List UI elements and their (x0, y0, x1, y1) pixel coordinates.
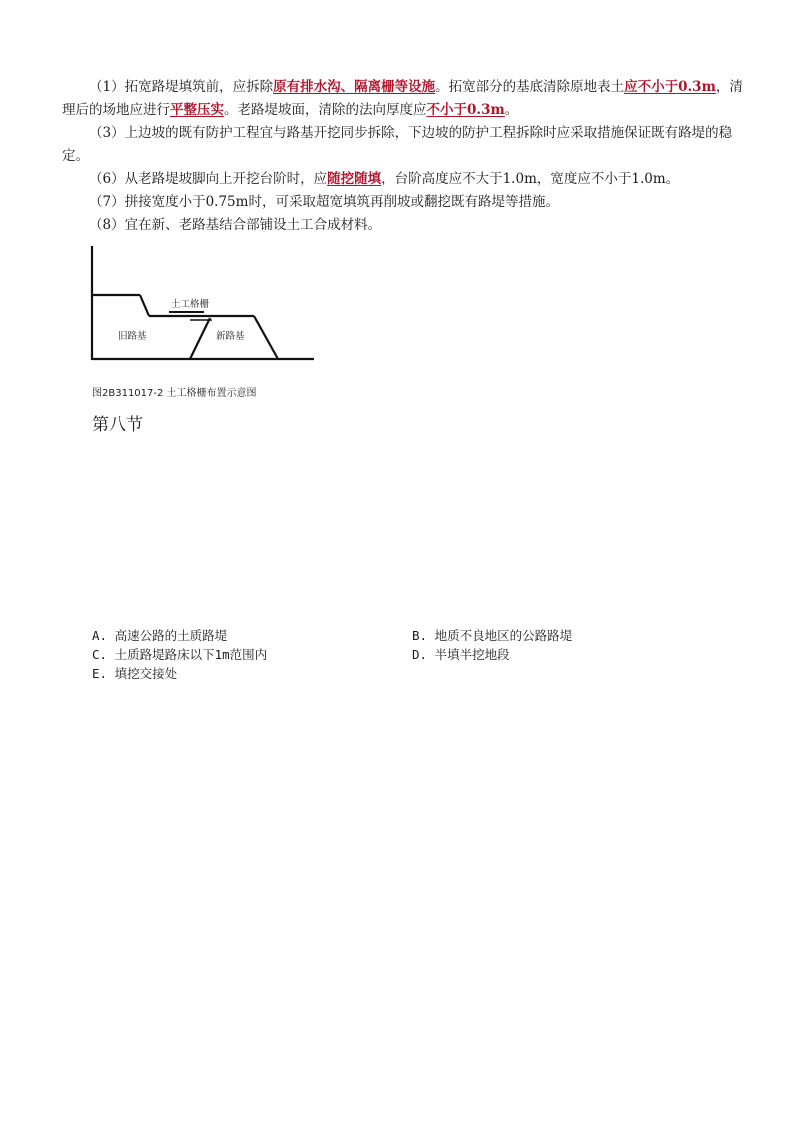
figure-caption: 图2B311017-2 土工格栅布置示意图 (92, 388, 257, 399)
text: ，清理后的场地应进行 (62, 79, 743, 118)
paragraph-3: （3）上边坡的既有防护工程宜与路基开挖同步拆除，下边坡的防护工程拆除时应采取措施保证既有路堤的稳定。 (62, 125, 733, 164)
options-row (92, 645, 732, 664)
option-c[interactable]: C. 土质路堤路床以下1m范围内 (92, 647, 268, 662)
new-roadbed-label: 新路基 (216, 331, 245, 342)
highlight-text: 平整压实 (170, 102, 224, 118)
options-row (92, 626, 732, 645)
old-new-interface-line (190, 318, 210, 359)
answer-options (92, 626, 732, 683)
option-d[interactable]: D. 半填半挖地段 (412, 647, 510, 662)
highlight-text: 原有排水沟、隔离栅等设施 (273, 79, 436, 95)
old-roadbed-label: 旧路基 (118, 331, 147, 342)
option-e[interactable]: E. 填挖交接处 (92, 666, 178, 681)
paragraph-7: （7）拼接宽度小于0.75m时，可采取超宽填筑再削坡或翻挖既有路堤等措施。 (89, 194, 559, 210)
geogrid-layout-diagram (82, 238, 322, 403)
old-embankment-slope (140, 295, 149, 316)
new-embankment-slope (254, 316, 278, 359)
text: ，台阶高度应不大于1.0m，宽度应不小于1.0m。 (381, 171, 680, 187)
text: 。拓宽部分的基底清除原地表土 (435, 79, 625, 95)
paragraph-1 (62, 76, 752, 122)
option-a[interactable]: A. 高速公路的土质路堤 (92, 628, 228, 643)
highlight-text: 不小于0.3m (426, 102, 505, 118)
geogrid-label: 土工格栅 (171, 299, 210, 310)
paragraph-6 (62, 168, 752, 191)
text: （1）拓宽路堤填筑前，应拆除 (89, 79, 274, 95)
options-row (92, 664, 732, 683)
text: 。老路堤坡面，清除的法向厚度应 (224, 102, 427, 118)
option-b[interactable]: B. 地质不良地区的公路路堤 (412, 628, 573, 643)
text: （6）从老路堤坡脚向上开挖台阶时，应 (89, 171, 328, 187)
highlight-text: 应不小于0.3m (624, 79, 716, 95)
highlight-text: 随挖随填 (327, 171, 382, 187)
section-title: 第八节 (92, 415, 143, 435)
paragraph-8: （8）宜在新、老路基结合部铺设土工合成材料。 (89, 217, 382, 233)
text: 。 (504, 102, 519, 118)
